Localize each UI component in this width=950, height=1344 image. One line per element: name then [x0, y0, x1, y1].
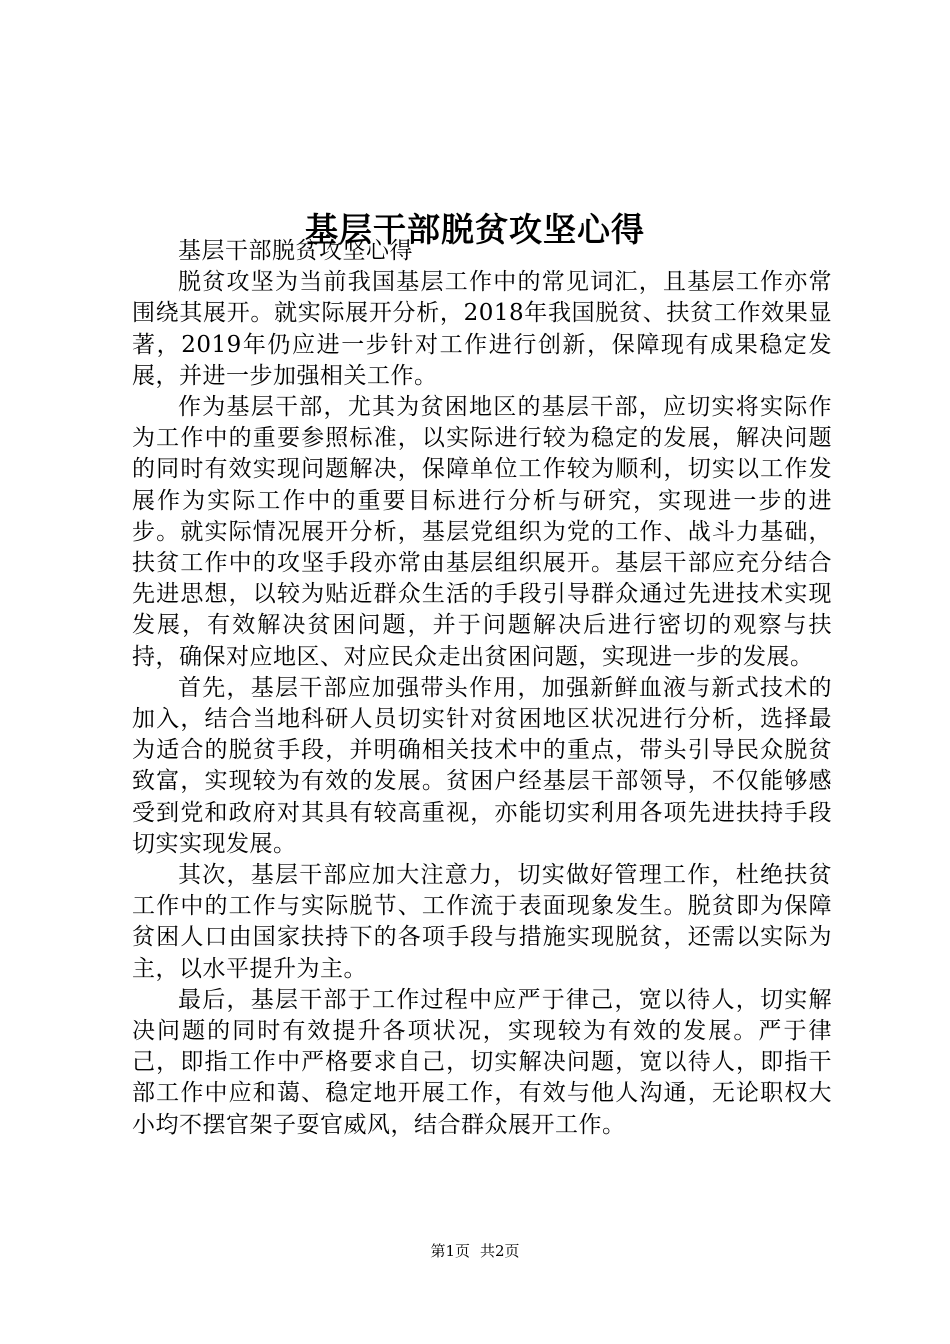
body-paragraph: 作为基层干部，尤其为贫困地区的基层干部，应切实将实际作为工作中的重要参照标准，以实际进行较为稳定的发展，解决问题的同时有效实现问题解决，保障单位工作较为顺利，切实以工作发展作为实际工作中的重要目标进行分析与研究，实现进一步的进步。就实际情况展开分析，基层党组织为党的工作、战斗力基础，扶贫工作中的攻坚手段亦常由基层组织展开。基层干部应充分结合先进思想，以较为贴近群众生活的手段引导群众通过先进技术实现发展，有效解决贫困问题，并于问题解决后进行密切的观察与扶持，确保对应地区、对应民众走出贫困问题，实现进一步的发展。 — [132, 394, 832, 670]
body-paragraph: 其次，基层干部应加大注意力，切实做好管理工作，杜绝扶贫工作中的工作与实际脱节、工作流于表面现象发生。脱贫即为保障贫困人口由国家扶持下的各项手段与措施实现脱贫，还需以实际为主，以水平提升为主。 — [132, 862, 832, 982]
document-title: 基层干部脱贫攻坚心得 — [305, 210, 645, 250]
page-number-total: 共2页 — [480, 1242, 520, 1260]
page-number-current: 第1页 — [430, 1242, 470, 1260]
page-footer — [0, 1241, 950, 1261]
body-paragraph: 最后，基层干部于工作过程中应严于律己，宽以待人，切实解决问题的同时有效提升各项状况，实现较为有效的发展。严于律己，即指工作中严格要求自己，切实解决问题，宽以待人，即指干部工作中应和蔼、稳定地开展工作，有效与他人沟通，无论职权大小均不摆官架子耍官威风，结合群众展开工作。 — [132, 986, 832, 1138]
document-body — [132, 236, 832, 1141]
body-paragraph: 基层干部脱贫攻坚心得 — [178, 238, 413, 264]
body-paragraph: 脱贫攻坚为当前我国基层工作中的常见词汇，且基层工作亦常围绕其展开。就实际展开分析，2018年我国脱贫、扶贫工作效果显著，2019年仍应进一步针对工作进行创新，保障现有成果稳定发展，并进一步加强相关工作。 — [132, 269, 832, 389]
body-paragraph: 首先，基层干部应加强带头作用，加强新鲜血液与新式技术的加入，结合当地科研人员切实针对贫困地区状况进行分析，选择最为适合的脱贫手段，并明确相关技术中的重点，带头引导民众脱贫致富，实现较为有效的发展。贫困户经基层干部领导，不仅能够感受到党和政府对其具有较高重视，亦能切实利用各项先进扶持手段切实实现发展。 — [132, 674, 832, 857]
